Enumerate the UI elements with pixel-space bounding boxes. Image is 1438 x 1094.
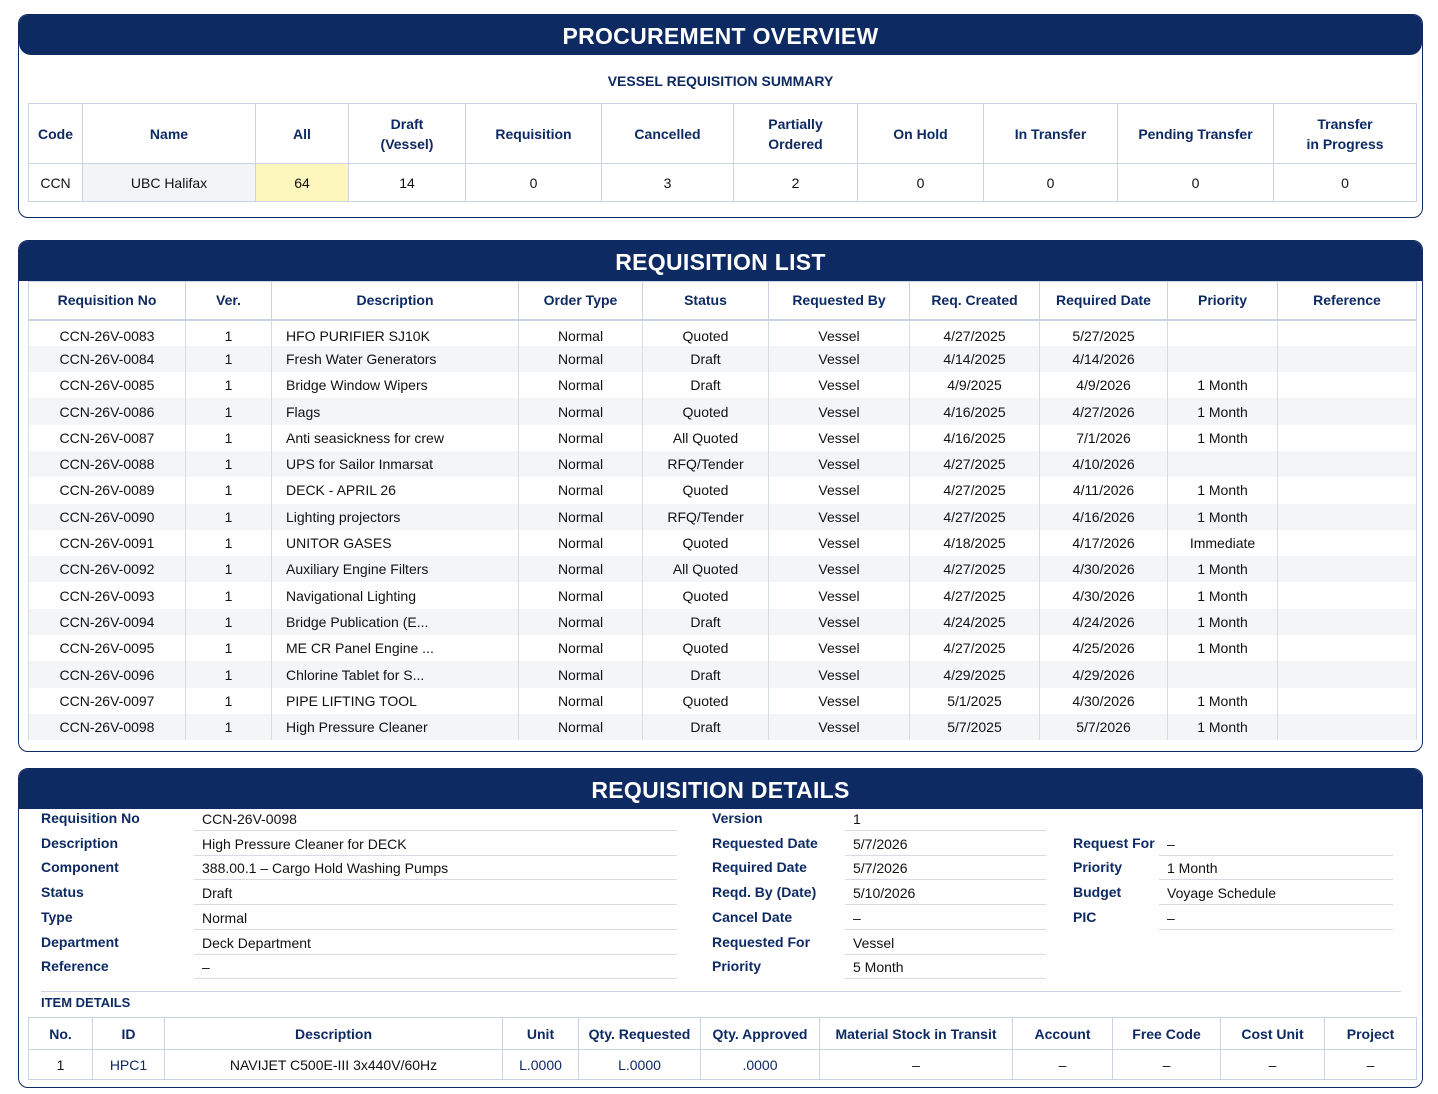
item-cell: L.0000 [503,1050,579,1080]
table-row[interactable] [29,477,1417,503]
table-cell: 4/30/2026 [1040,582,1168,608]
requisition-details-title: REQUISITION DETAILS [19,769,1422,809]
table-cell: Draft [643,372,769,398]
list-column-header[interactable]: Reference [1278,282,1417,320]
procurement-overview-title: PROCUREMENT OVERVIEW [19,15,1422,55]
table-cell: Quoted [643,398,769,424]
item-details-title: ITEM DETAILS [41,995,131,1010]
detail-label: Reqd. By (Date) [712,884,817,901]
table-cell: Draft [643,609,769,635]
table-cell: Normal [519,346,643,372]
list-column-header[interactable]: Description [272,282,519,320]
table-cell: 1 Month [1168,425,1278,451]
table-cell: RFQ/Tender [643,504,769,530]
summary-cell[interactable]: 2 [734,164,858,202]
table-cell: 1 Month [1168,635,1278,661]
summary-cell: CCN [29,164,83,202]
table-cell: Vessel [769,398,910,424]
table-cell: Vessel [769,477,910,503]
table-cell: Normal [519,504,643,530]
table-row[interactable] [29,425,1417,451]
table-cell: 5/7/2025 [910,714,1040,740]
table-cell: Vessel [769,451,910,477]
table-cell: 4/27/2025 [910,504,1040,530]
table-cell: PIPE LIFTING TOOL [272,688,519,714]
table-cell: 1 Month [1168,504,1278,530]
summary-cell[interactable]: 0 [466,164,602,202]
table-cell: CCN-26V-0092 [29,556,186,582]
detail-label: Department [41,933,119,950]
table-cell: 1 Month [1168,477,1278,503]
table-cell: CCN-26V-0097 [29,688,186,714]
table-cell: 7/1/2026 [1040,425,1168,451]
table-cell: Normal [519,398,643,424]
table-cell [1168,661,1278,687]
procurement-overview-panel [18,14,1423,218]
table-cell: All Quoted [643,556,769,582]
table-cell: Normal [519,635,643,661]
summary-cell[interactable]: 0 [1274,164,1417,202]
summary-cell: UBC Halifax [83,164,256,202]
requisition-list-title: REQUISITION LIST [19,241,1422,281]
detail-label: Description [41,834,119,851]
detail-label: Priority [1073,859,1123,876]
table-cell: 4/27/2026 [1040,398,1168,424]
table-row[interactable] [29,688,1417,714]
detail-value: 388.00.1 – Cargo Hold Washing Pumps [194,856,677,880]
table-cell: CCN-26V-0095 [29,635,186,661]
table-cell [1278,530,1417,556]
table-cell: Quoted [643,688,769,714]
table-cell: Normal [519,425,643,451]
item-column-header[interactable]: Qty. Requested [579,1018,701,1050]
table-cell: 4/27/2025 [910,582,1040,608]
item-column-header[interactable]: Qty. Approved [701,1018,820,1050]
summary-cell[interactable]: 3 [602,164,734,202]
table-cell: 1 [186,451,272,477]
detail-value: 1 Month [1159,856,1393,880]
item-cell: – [1113,1050,1221,1080]
table-cell: CCN-26V-0094 [29,609,186,635]
table-cell: 1 [186,688,272,714]
table-cell: Normal [519,530,643,556]
list-column-header[interactable]: Status [643,282,769,320]
item-row[interactable] [29,1050,1417,1080]
table-cell: 4/14/2026 [1040,346,1168,372]
table-cell: Draft [643,346,769,372]
table-cell: Quoted [643,635,769,661]
table-cell [1168,346,1278,372]
table-cell: Auxiliary Engine Filters [272,556,519,582]
summary-header[interactable]: Pending Transfer [1118,104,1274,164]
detail-value: 1 [845,807,1046,831]
table-cell: Draft [643,714,769,740]
table-cell: All Quoted [643,425,769,451]
detail-value: – [845,906,1046,930]
table-cell: 1 Month [1168,688,1278,714]
item-column-header[interactable]: Account [1013,1018,1113,1050]
table-cell: Vessel [769,530,910,556]
table-cell: 4/30/2026 [1040,556,1168,582]
table-cell: CCN-26V-0089 [29,477,186,503]
item-column-header[interactable]: ID [93,1018,165,1050]
item-column-header[interactable]: No. [29,1018,93,1050]
table-cell: Quoted [643,530,769,556]
list-column-header[interactable]: Req. Created [910,282,1040,320]
summary-header[interactable]: In Transfer [984,104,1118,164]
detail-label: Reference [41,958,109,975]
table-row[interactable] [29,556,1417,582]
table-cell [1278,714,1417,740]
table-cell: 1 Month [1168,714,1278,740]
summary-header[interactable]: Name [83,104,256,164]
table-cell: Normal [519,320,643,346]
table-cell: 4/27/2025 [910,320,1040,346]
table-cell: 4/27/2025 [910,477,1040,503]
item-cell: L.0000 [579,1050,701,1080]
table-cell: 4/16/2025 [910,398,1040,424]
table-cell: Vessel [769,635,910,661]
table-row[interactable] [29,661,1417,687]
item-cell: NAVIJET C500E-III 3x440V/60Hz [165,1050,503,1080]
table-cell: 4/27/2025 [910,556,1040,582]
table-cell: 4/11/2026 [1040,477,1168,503]
detail-value: 5 Month [845,955,1046,979]
detail-label: Version [712,810,763,826]
table-cell: Vessel [769,556,910,582]
table-cell: CCN-26V-0084 [29,346,186,372]
item-column-header[interactable]: Project [1325,1018,1417,1050]
item-cell: – [820,1050,1013,1080]
detail-label: Cancel Date [712,908,793,925]
table-cell: 5/27/2025 [1040,320,1168,346]
table-cell [1278,425,1417,451]
item-cell: HPC1 [93,1050,165,1080]
requisition-table [28,281,1417,740]
table-cell: Quoted [643,582,769,608]
table-cell: Normal [519,661,643,687]
table-cell: Vessel [769,609,910,635]
summary-cell[interactable]: 0 [984,164,1118,202]
summary-cell[interactable]: 0 [858,164,984,202]
table-row[interactable] [29,635,1417,661]
detail-label: Requisition No [41,810,140,826]
detail-label: Budget [1073,884,1122,901]
item-cell: 1 [29,1050,93,1080]
table-cell: UNITOR GASES [272,530,519,556]
detail-label: PIC [1073,908,1097,925]
table-cell [1168,451,1278,477]
list-column-header[interactable]: Ver. [186,282,272,320]
table-cell: Normal [519,714,643,740]
summary-header[interactable]: Cancelled [602,104,734,164]
table-cell: Chlorine Tablet for S... [272,661,519,687]
summary-header[interactable]: All [256,104,349,164]
item-details-divider [41,991,1401,992]
table-cell: 1 [186,477,272,503]
table-cell: Anti seasickness for crew [272,425,519,451]
table-cell: CCN-26V-0096 [29,661,186,687]
table-cell: Bridge Window Wipers [272,372,519,398]
table-cell: Normal [519,372,643,398]
detail-value: – [1159,906,1393,930]
table-row[interactable] [29,582,1417,608]
table-cell: 4/16/2025 [910,425,1040,451]
table-cell: Vessel [769,688,910,714]
detail-label: Status [41,884,84,901]
summary-header[interactable]: Transfer in Progress [1274,104,1417,164]
table-cell: 1 [186,530,272,556]
item-column-header[interactable]: Cost Unit [1221,1018,1325,1050]
table-cell: 4/29/2025 [910,661,1040,687]
item-cell: – [1325,1050,1417,1080]
table-cell: DECK - APRIL 26 [272,477,519,503]
table-cell: 4/24/2025 [910,609,1040,635]
table-cell: CCN-26V-0088 [29,451,186,477]
table-cell: 4/27/2025 [910,635,1040,661]
table-cell: 4/27/2025 [910,451,1040,477]
table-row[interactable] [29,714,1417,740]
table-cell [1278,635,1417,661]
summary-cell[interactable]: 0 [1118,164,1274,202]
detail-value: – [1159,832,1393,856]
table-cell [1278,372,1417,398]
table-cell: Normal [519,582,643,608]
table-cell [1278,398,1417,424]
table-cell: Vessel [769,714,910,740]
detail-value: 5/7/2026 [845,832,1046,856]
table-cell: Draft [643,661,769,687]
table-cell: 1 [186,556,272,582]
summary-header[interactable]: On Hold [858,104,984,164]
table-cell: 4/9/2026 [1040,372,1168,398]
table-cell: Vessel [769,582,910,608]
table-cell: Fresh Water Generators [272,346,519,372]
table-cell: 4/29/2026 [1040,661,1168,687]
summary-header[interactable]: Partially Ordered [734,104,858,164]
table-row[interactable] [29,346,1417,372]
detail-value: Vessel [845,931,1046,955]
table-cell: Flags [272,398,519,424]
table-row[interactable] [29,372,1417,398]
table-cell: CCN-26V-0093 [29,582,186,608]
table-cell: 4/14/2025 [910,346,1040,372]
table-cell: CCN-26V-0086 [29,398,186,424]
requisition-details-panel [18,768,1423,1088]
item-column-header[interactable]: Unit [503,1018,579,1050]
table-cell: Bridge Publication (E... [272,609,519,635]
table-cell: 1 [186,582,272,608]
table-cell: ME CR Panel Engine ... [272,635,519,661]
table-row[interactable] [29,398,1417,424]
table-cell: CCN-26V-0085 [29,372,186,398]
table-cell: Navigational Lighting [272,582,519,608]
table-row[interactable] [29,609,1417,635]
table-cell: Normal [519,451,643,477]
requisition-list-panel [18,240,1423,752]
summary-cell[interactable]: 64 [256,164,349,202]
table-cell [1278,451,1417,477]
table-cell: CCN-26V-0090 [29,504,186,530]
table-cell: Normal [519,477,643,503]
list-column-header[interactable]: Order Type [519,282,643,320]
list-column-header[interactable]: Requisition No [29,282,186,320]
table-cell: Vessel [769,661,910,687]
detail-label: Requested Date [712,834,818,851]
detail-label: Request For [1073,834,1155,851]
table-cell: 4/25/2026 [1040,635,1168,661]
table-cell [1278,688,1417,714]
table-cell: UPS for Sailor Inmarsat [272,451,519,477]
table-cell: 1 Month [1168,582,1278,608]
table-cell: 1 [186,320,272,346]
table-cell: High Pressure Cleaner [272,714,519,740]
table-cell: Vessel [769,320,910,346]
table-cell: Lighting projectors [272,504,519,530]
table-cell: CCN-26V-0083 [29,320,186,346]
list-column-header[interactable]: Priority [1168,282,1278,320]
table-cell [1278,582,1417,608]
detail-value: – [194,955,677,979]
table-cell: Immediate [1168,530,1278,556]
table-row[interactable] [29,320,1417,346]
summary-header[interactable]: Draft (Vessel) [349,104,466,164]
detail-value: High Pressure Cleaner for DECK [194,832,677,856]
table-cell [1278,609,1417,635]
table-cell: 1 Month [1168,609,1278,635]
detail-value: 5/10/2026 [845,881,1046,905]
detail-label: Type [41,908,73,925]
table-cell [1278,556,1417,582]
table-cell: HFO PURIFIER SJ10K [272,320,519,346]
table-cell: 1 [186,504,272,530]
table-cell: Vessel [769,372,910,398]
table-row[interactable] [29,530,1417,556]
item-cell: .0000 [701,1050,820,1080]
detail-value: CCN-26V-0098 [194,807,677,831]
table-cell: 4/24/2026 [1040,609,1168,635]
detail-label: Required Date [712,859,807,876]
table-cell: Vessel [769,346,910,372]
table-cell: CCN-26V-0087 [29,425,186,451]
item-cell: – [1221,1050,1325,1080]
detail-value: Draft [194,881,677,905]
table-cell: Normal [519,688,643,714]
table-cell [1168,320,1278,346]
table-cell: 1 [186,346,272,372]
table-cell: 4/17/2026 [1040,530,1168,556]
table-row[interactable] [29,504,1417,530]
table-cell: Normal [519,609,643,635]
table-cell: Normal [519,556,643,582]
table-cell: Vessel [769,504,910,530]
item-column-header[interactable]: Free Code [1113,1018,1221,1050]
list-column-header[interactable]: Requested By [769,282,910,320]
table-cell: 4/16/2026 [1040,504,1168,530]
table-cell: Vessel [769,425,910,451]
table-cell: CCN-26V-0098 [29,714,186,740]
table-cell: 5/7/2026 [1040,714,1168,740]
table-cell: Quoted [643,477,769,503]
detail-value: 5/7/2026 [845,856,1046,880]
table-row[interactable] [29,451,1417,477]
table-cell: 4/18/2025 [910,530,1040,556]
table-cell: 1 [186,372,272,398]
table-cell [1278,477,1417,503]
table-cell: 1 [186,425,272,451]
table-cell [1278,504,1417,530]
table-cell: RFQ/Tender [643,451,769,477]
item-cell: – [1013,1050,1113,1080]
summary-cell[interactable]: 14 [349,164,466,202]
table-cell [1278,346,1417,372]
table-cell: 5/1/2025 [910,688,1040,714]
detail-label: Requested For [712,933,811,950]
detail-label: Component [41,859,119,876]
vessel-requisition-summary-title: VESSEL REQUISITION SUMMARY [607,73,834,89]
table-cell [1278,661,1417,687]
table-cell [1278,320,1417,346]
summary-table [28,103,1417,202]
item-column-header[interactable]: Description [165,1018,503,1050]
detail-value: Normal [194,906,677,930]
summary-header[interactable]: Code [29,104,83,164]
detail-value: Deck Department [194,931,677,955]
table-cell: 1 [186,635,272,661]
table-cell: 1 [186,609,272,635]
table-cell: 4/9/2025 [910,372,1040,398]
table-cell: 1 [186,661,272,687]
detail-label: Priority [712,958,762,975]
table-cell: 1 [186,398,272,424]
table-cell: 1 Month [1168,372,1278,398]
item-column-header[interactable]: Material Stock in Transit [820,1018,1013,1050]
table-cell: CCN-26V-0091 [29,530,186,556]
table-cell: 1 [186,714,272,740]
table-cell: Quoted [643,320,769,346]
table-cell: 4/10/2026 [1040,451,1168,477]
item-details-table [28,1017,1417,1080]
table-cell: 4/30/2026 [1040,688,1168,714]
table-cell: 1 Month [1168,398,1278,424]
table-cell: 1 Month [1168,556,1278,582]
list-column-header[interactable]: Required Date [1040,282,1168,320]
detail-value: Voyage Schedule [1159,881,1393,905]
summary-header[interactable]: Requisition [466,104,602,164]
